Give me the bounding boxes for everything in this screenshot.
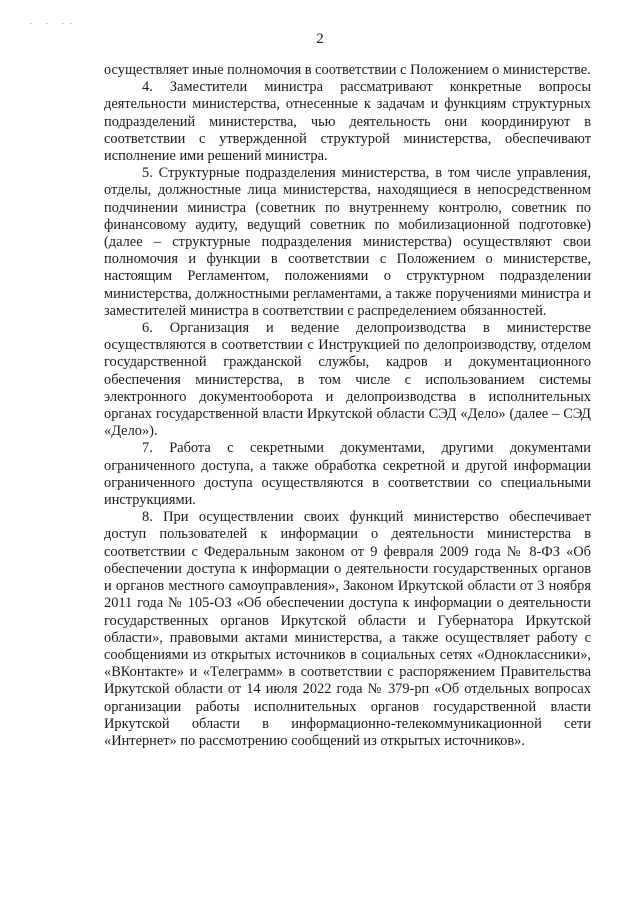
paragraph-5-structural-units: 5. Структурные подразделения министерства, в том числе управления, отделы, должностные лица министерства, находящиеся в непосредственном подчинении министра (советник по внутреннему контролю, советник по финансовому аудиту, ведущий советник по мобилизационной подготовке) (далее – структурные подразделения министерства) осуществляют свои полномочия и функции в соответствии с Положением о министерстве, настоящим Регламентом, положениями о структурном подразделении министерства, должностными регламентами, а также поручениями министра и заместителей министра в соответствии с распределением обязанностей. — [104, 165, 591, 319]
scan-corner-marks: . . .. — [30, 17, 78, 26]
paragraph-7-secret-documents: 7. Работа с секретными документами, другими документами ограниченного доступа, а также обработка секретной и другой информации ограниченного доступа осуществляются в соответствии со специальными инструкциями. — [104, 440, 591, 509]
paragraph-6-record-keeping: 6. Организация и ведение делопроизводства в министерстве осуществляются в соответствии с Инструкцией по делопроизводству, отделом государственной гражданской службы, кадров и документационного обеспечения министерства, в том числе с использованием системы электронного документооборота и делопроизводства в исполнительных органах государственной власти Иркутской области СЭД «Дело» (далее – СЭД «Дело»). — [104, 320, 591, 440]
page-number: 2 — [316, 31, 324, 47]
document-body — [104, 62, 591, 750]
paragraph-continuation: осуществляет иные полномочия в соответствии с Положением о министерстве. — [104, 62, 591, 78]
paragraph-4-deputy-ministers: 4. Заместители министра рассматривают конкретные вопросы деятельности министерства, отнесенные к задачам и функциям структурных подразделений министерства, чью деятельность они координируют в соответствии с утвержденной структурой министерства, обеспечивают исполнение ими решений министра. — [104, 79, 591, 165]
paragraph-8-information-access: 8. При осуществлении своих функций министерство обеспечивает доступ пользователей к информации о деятельности министерства в соответствии с Федеральным законом от 9 февраля 2009 года № 8-ФЗ «Об обеспечении доступа к информации о деятельности государственных органов и органов местного самоуправления», Законом Иркутской области от 3 ноября 2011 года № 105-ОЗ «Об обеспечении доступа к информации о деятельности государственных органов Иркутской области и Губернатора Иркутской области», правовыми актами министерства, а также осуществляет работу с сообщениями из открытых источников в социальных сетях «Одноклассники», «ВКонтакте» и «Телеграмм» в соответствии с распоряжением Правительства Иркутской области от 14 июля 2022 года № 379-рп «Об отдельных вопросах организации работы исполнительных органов государственной власти Иркутской области в информационно-телекоммуникационной сети «Интернет» по рассмотрению сообщений из открытых источников». — [104, 509, 591, 749]
